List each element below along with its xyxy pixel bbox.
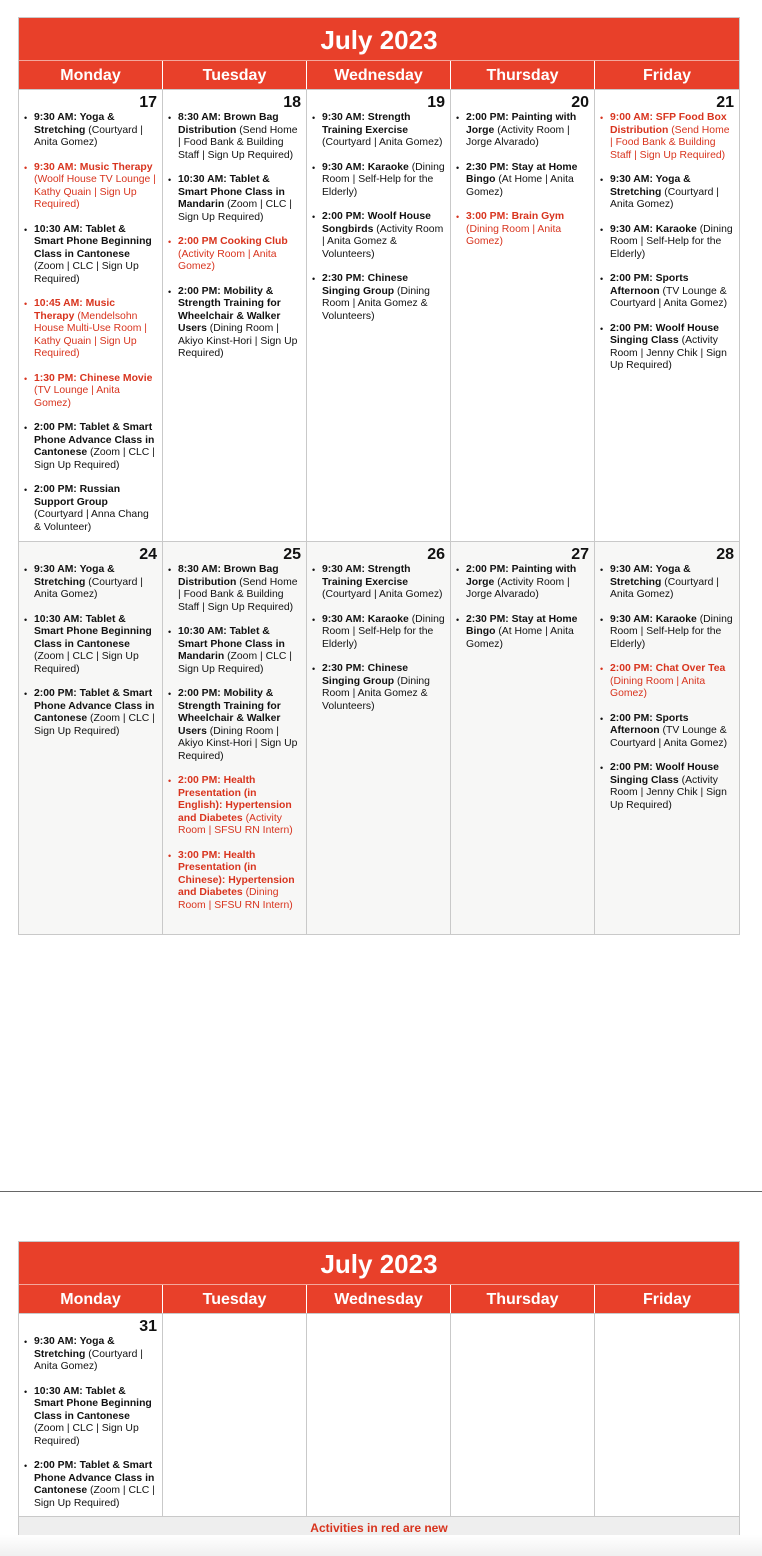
- event-details: (Zoom | CLC | Sign Up Required): [178, 651, 292, 675]
- event-details: (Dining Room | Self-Help for the Elderly): [322, 613, 445, 650]
- event-title: 10:30 AM: Tablet & Smart Phone Beginning Class in Cantonese: [34, 1385, 152, 1422]
- event-list: [24, 564, 158, 738]
- day-number: 24: [139, 546, 157, 563]
- event-title: 8:30 AM: Brown Bag Distribution: [178, 564, 279, 588]
- event-title: 9:30 AM: Strength Training Exercise: [322, 564, 411, 588]
- event-item: [600, 174, 735, 212]
- day-cell: [451, 542, 595, 934]
- day-number: [600, 1318, 735, 1336]
- event-details: (Courtyard | Anita Gomez): [322, 137, 443, 148]
- event-details: (TV Lounge | Anita Gomez): [34, 385, 120, 409]
- event-list: [456, 564, 590, 651]
- event-item: [312, 273, 446, 323]
- event-details: (Activity Room | Anita Gomez & Volunteers): [322, 223, 444, 260]
- day-number: 28: [716, 546, 734, 563]
- event-title: 9:30 AM: Yoga & Stretching: [34, 112, 115, 136]
- day-cell: [163, 542, 307, 934]
- event-details: (Courtyard | Anna Chang & Volunteer): [34, 509, 149, 533]
- event-item: [456, 614, 590, 652]
- event-title: 9:30 AM: Karaoke: [322, 161, 409, 173]
- event-item: [312, 663, 446, 713]
- event-title: 9:30 AM: Strength Training Exercise: [322, 112, 411, 136]
- event-details: (Activity Room | Jenny Chik | Sign Up Required): [610, 335, 727, 371]
- weekday-header: [19, 1284, 739, 1313]
- event-item: [24, 688, 158, 738]
- event-list: [600, 112, 735, 373]
- event-item: [24, 614, 158, 677]
- event-item: [600, 762, 735, 812]
- weekday-monday: Monday: [19, 61, 163, 89]
- event-title: 2:00 PM: Mobility & Strength Training for Wheelchair & Walker Users: [178, 688, 281, 737]
- event-item: [24, 564, 158, 602]
- event-title: 2:00 PM Cooking Club: [178, 236, 288, 247]
- event-details: (Dining Room | Anita Gomez & Volunteers): [322, 285, 430, 322]
- event-details: (Dining Room | Self-Help for the Elderly): [610, 613, 733, 650]
- event-item: [168, 112, 302, 162]
- week-row: [19, 541, 739, 934]
- event-item: [600, 564, 735, 602]
- event-list: [600, 564, 735, 812]
- day-number: 19: [427, 94, 445, 111]
- event-details: (Courtyard | Anita Gomez): [34, 576, 143, 600]
- event-item: [600, 663, 735, 701]
- event-title: 9:30 AM: Karaoke: [610, 223, 697, 235]
- event-details: (Send Home | Food Bank & Building Staff | Sign Up Required): [610, 124, 730, 161]
- calendar-page-2: [18, 1241, 740, 1540]
- event-title: 1:30 PM: Chinese Movie: [34, 372, 153, 384]
- event-title: 2:00 PM: Woolf House Singing Class: [610, 322, 719, 346]
- event-title: 9:30 AM: Karaoke: [322, 613, 409, 625]
- event-item: [600, 713, 735, 751]
- weekday-friday: Friday: [642, 67, 691, 84]
- footer-note: Activities in red are new: [19, 1516, 739, 1539]
- event-title: 3:00 PM: Brain Gym: [466, 211, 565, 222]
- day-number: 27: [571, 546, 589, 563]
- event-details: (Zoom | CLC | Sign Up Required): [34, 651, 139, 675]
- event-details: (Activity Room | Jorge Alvarado): [466, 124, 570, 148]
- weekday-wednesday: Wednesday: [307, 1285, 451, 1313]
- event-item: [24, 1336, 158, 1374]
- day-cell: [307, 90, 451, 541]
- event-details: (Dining Room | Self-Help for the Elderly): [322, 161, 445, 198]
- event-title: 9:30 AM: Yoga & Stretching: [610, 174, 691, 198]
- event-item: [24, 422, 158, 472]
- event-title: 2:30 PM: Chinese Singing Group: [322, 273, 409, 297]
- event-details: (Send Home | Food Bank & Building Staff | Sign Up Required): [178, 124, 298, 161]
- event-details: (Courtyard | Anita Gomez): [322, 589, 443, 600]
- event-title: 9:30 AM: Yoga & Stretching: [34, 1336, 115, 1360]
- event-item: [168, 236, 302, 274]
- event-details: (Activity Room | Anita Gomez): [178, 248, 277, 272]
- event-item: [312, 162, 446, 200]
- event-details: (Zoom | CLC | Sign Up Required): [34, 1423, 139, 1447]
- event-item: [456, 211, 590, 249]
- event-details: (Dining Room | SFSU RN Intern): [178, 887, 293, 911]
- event-item: [600, 273, 735, 311]
- event-title: 2:00 PM: Mobility & Strength Training for Wheelchair & Walker Users: [178, 285, 281, 334]
- event-title: 10:30 AM: Tablet & Smart Phone Class in Mandarin: [178, 626, 285, 662]
- event-item: [312, 211, 446, 261]
- event-title: 2:00 PM: Russian Support Group: [34, 484, 121, 508]
- event-details: (Woolf House TV Lounge | Kathy Quain | Sign Up Required): [34, 174, 156, 210]
- event-title: 10:30 AM: Tablet & Smart Phone Beginning Class in Cantonese: [34, 223, 152, 260]
- event-item: [24, 112, 158, 150]
- event-title: 9:30 AM: Karaoke: [610, 613, 697, 625]
- event-title: 9:30 AM: Yoga & Stretching: [610, 564, 691, 588]
- weekday-friday: Friday: [642, 1291, 691, 1308]
- event-title: 2:30 PM: Stay at Home Bingo: [466, 161, 578, 185]
- event-title: 9:30 AM: Yoga & Stretching: [34, 564, 115, 588]
- event-details: (Dining Room | Anita Gomez): [466, 223, 562, 247]
- event-item: [312, 614, 446, 652]
- event-title: 2:00 PM: Tablet & Smart Phone Advance Class in Cantonese: [34, 1460, 155, 1496]
- calendar-page-1: [18, 17, 740, 935]
- event-title: 10:30 AM: Tablet & Smart Phone Class in Mandarin: [178, 174, 285, 210]
- event-title: 2:00 PM: Tablet & Smart Phone Advance Class in Cantonese: [34, 688, 155, 724]
- event-item: [600, 614, 735, 652]
- event-item: [24, 1460, 158, 1510]
- event-details: (TV Lounge & Courtyard | Anita Gomez): [610, 285, 728, 309]
- event-title: 8:30 AM: Brown Bag Distribution: [178, 112, 279, 136]
- event-details: (At Home | Anita Gomez): [466, 174, 574, 198]
- day-number: 20: [571, 94, 589, 111]
- event-title: 2:00 PM: Health Presentation (in English): Hypertension and Diabetes: [178, 775, 292, 824]
- event-details: (Courtyard | Anita Gomez): [610, 186, 719, 210]
- bottom-fade: [0, 1535, 762, 1556]
- event-details: (Courtyard | Anita Gomez): [610, 576, 719, 600]
- day-cell: [595, 1314, 739, 1516]
- day-cell: [163, 1314, 307, 1516]
- page-divider: [0, 1191, 762, 1192]
- event-details: (Activity Room | Jenny Chik | Sign Up Required): [610, 774, 727, 811]
- event-title: 2:00 PM: Chat Over Tea: [610, 663, 726, 674]
- event-item: [168, 626, 302, 676]
- day-number: 31: [139, 1318, 157, 1335]
- event-details: (Zoom | CLC | Sign Up Required): [34, 447, 155, 471]
- event-title: 2:00 PM: Painting with Jorge: [466, 564, 577, 588]
- event-title: 9:00 AM: SFP Food Box Distribution: [610, 112, 727, 136]
- day-cell: [451, 90, 595, 541]
- day-cell: [19, 542, 163, 934]
- day-number: 21: [716, 94, 734, 111]
- event-item: [168, 286, 302, 361]
- event-item: [600, 224, 735, 262]
- event-item: [24, 1386, 158, 1449]
- event-item: [24, 224, 158, 287]
- event-title: 2:00 PM: Painting with Jorge: [466, 112, 577, 136]
- event-item: [456, 564, 590, 602]
- week-row: [19, 1313, 739, 1516]
- event-title: 2:30 PM: Stay at Home Bingo: [466, 613, 578, 637]
- day-cell: [451, 1314, 595, 1516]
- event-title: 2:00 PM: Woolf House Singing Class: [610, 762, 719, 786]
- event-title: 2:00 PM: Woolf House Songbirds: [322, 211, 431, 235]
- event-details: (Dining Room | Akiyo Kinst-Hori | Sign Up Required): [178, 725, 298, 762]
- event-item: [24, 484, 158, 534]
- event-details: (TV Lounge & Courtyard | Anita Gomez): [610, 725, 728, 749]
- day-cell: [19, 1314, 163, 1516]
- event-title: 10:30 AM: Tablet & Smart Phone Beginning Class in Cantonese: [34, 613, 152, 650]
- calendar-title: July 2023: [19, 1242, 739, 1284]
- event-list: [24, 112, 158, 534]
- day-number: 26: [427, 546, 445, 563]
- event-details: (Dining Room | Anita Gomez & Volunteers): [322, 675, 430, 712]
- weekday-tuesday: Tuesday: [163, 61, 307, 89]
- event-details: (Zoom | CLC | Sign Up Required): [178, 199, 292, 223]
- weekday-thursday: Thursday: [451, 1285, 595, 1313]
- weekday-wednesday: Wednesday: [307, 61, 451, 89]
- event-list: [168, 112, 302, 361]
- event-item: [24, 162, 158, 212]
- event-list: [168, 564, 302, 912]
- event-item: [456, 112, 590, 150]
- day-cell: [163, 90, 307, 541]
- event-details: (Dining Room | Akiyo Kinst-Hori | Sign Up Required): [178, 323, 298, 359]
- event-item: [168, 174, 302, 224]
- event-list: [24, 1336, 158, 1510]
- event-item: [24, 373, 158, 411]
- day-cell: [595, 90, 739, 541]
- event-list: [312, 564, 446, 713]
- calendar-title: July 2023: [19, 18, 739, 60]
- event-title: 2:00 PM: Sports Afternoon: [610, 273, 689, 297]
- day-cell: [307, 1314, 451, 1516]
- weekday-tuesday: Tuesday: [163, 1285, 307, 1313]
- event-list: [312, 112, 446, 323]
- weekday-thursday: Thursday: [451, 61, 595, 89]
- event-title: 2:00 PM: Tablet & Smart Phone Advance Class in Cantonese: [34, 422, 155, 458]
- event-list: [456, 112, 590, 249]
- day-number: [168, 1318, 302, 1336]
- event-details: (Courtyard | Anita Gomez): [34, 124, 143, 148]
- event-details: (Activity Room | Jorge Alvarado): [466, 576, 570, 600]
- event-item: [168, 775, 302, 838]
- event-item: [168, 850, 302, 913]
- day-number: [312, 1318, 446, 1336]
- weekday-monday: Monday: [19, 1285, 163, 1313]
- day-number: 25: [283, 546, 301, 563]
- event-details: (Mendelsohn House Multi-Use Room | Kathy Quain | Sign Up Required): [34, 310, 147, 359]
- day-number: 18: [283, 94, 301, 111]
- week-row: [19, 89, 739, 541]
- event-item: [600, 112, 735, 162]
- event-details: (Activity Room | SFSU RN Intern): [178, 812, 293, 836]
- event-title: 9:30 AM: Music Therapy: [34, 161, 153, 173]
- event-details: (Zoom | CLC | Sign Up Required): [34, 713, 155, 737]
- event-details: (Dining Room | Anita Gomez): [610, 675, 706, 699]
- event-details: (Zoom | CLC | Sign Up Required): [34, 261, 139, 285]
- event-item: [312, 112, 446, 150]
- event-details: (Dining Room | Self-Help for the Elderly): [610, 223, 733, 260]
- event-details: (Zoom | CLC | Sign Up Required): [34, 1485, 155, 1509]
- event-title: 2:00 PM: Sports Afternoon: [610, 712, 689, 736]
- event-title: 10:45 AM: Music Therapy: [34, 298, 116, 322]
- day-cell: [19, 90, 163, 541]
- day-cell: [307, 542, 451, 934]
- event-details: (At Home | Anita Gomez): [466, 626, 574, 650]
- event-item: [456, 162, 590, 200]
- event-title: 2:30 PM: Chinese Singing Group: [322, 663, 409, 687]
- event-item: [168, 564, 302, 614]
- day-cell: [595, 542, 739, 934]
- event-title: 3:00 PM: Health Presentation (in Chinese): Hypertension and Diabetes: [178, 849, 295, 898]
- event-item: [600, 323, 735, 373]
- weekday-header: [19, 60, 739, 89]
- day-number: [456, 1318, 590, 1336]
- event-details: (Courtyard | Anita Gomez): [34, 1348, 143, 1372]
- event-item: [312, 564, 446, 602]
- event-details: (Send Home | Food Bank & Building Staff | Sign Up Required): [178, 576, 298, 613]
- event-item: [24, 298, 158, 361]
- event-item: [168, 688, 302, 763]
- day-number: 17: [139, 94, 157, 111]
